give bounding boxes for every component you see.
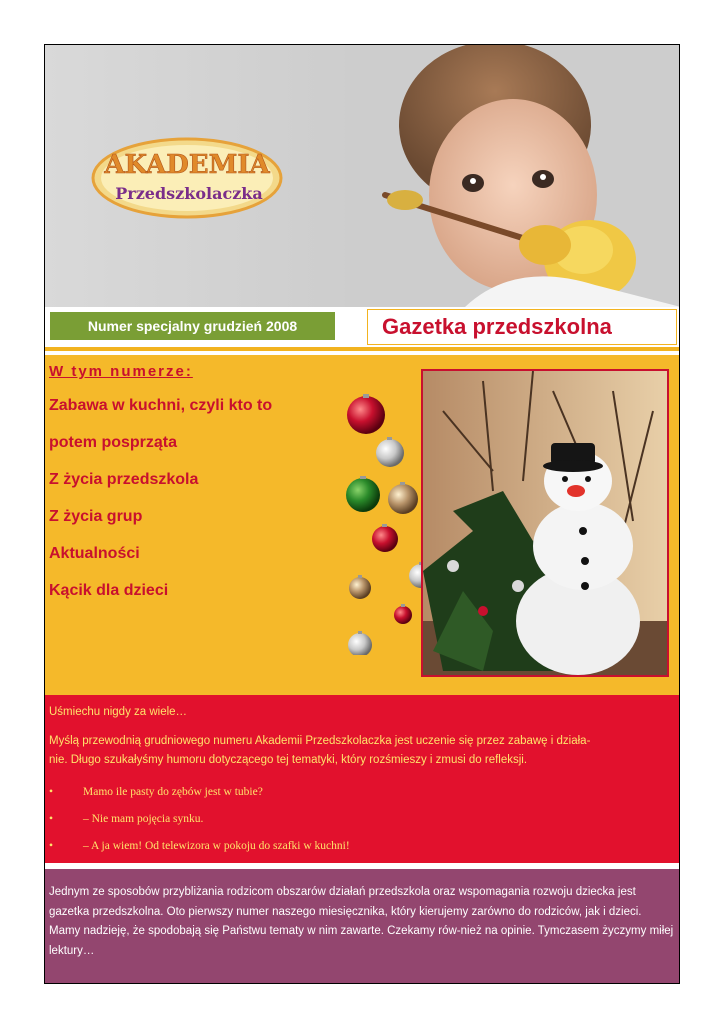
joke-list: [49, 782, 669, 863]
contents-item: Z życia grup: [49, 508, 143, 525]
joke-text: – Nie mam pojęcia synku.: [83, 813, 204, 825]
bullet-icon: •: [49, 840, 54, 852]
closing-section: [45, 869, 680, 984]
contents-heading: W tym numerze:: [49, 363, 193, 380]
contents-item: potem posprząta: [49, 434, 178, 451]
contents-item: Kącik dla dzieci: [49, 582, 169, 599]
joke-line: [49, 836, 669, 863]
newsletter-page: [44, 44, 680, 984]
bullet-icon: •: [49, 813, 54, 825]
contents-list: [49, 395, 272, 617]
contents-item: Z życia przedszkola: [49, 471, 199, 488]
intro-section: [45, 695, 680, 863]
contents-section: [45, 355, 680, 695]
christmas-baubles-decoration: [335, 375, 435, 655]
joke-line: [49, 809, 669, 836]
hero-banner: [45, 45, 680, 307]
newsletter-title: Gazetka przedszkolna: [367, 309, 677, 345]
svg-text:AKADEMIA: AKADEMIA: [104, 150, 270, 180]
joke-line: [49, 782, 669, 809]
divider: [45, 347, 680, 351]
snowman-photo: [421, 369, 669, 677]
contents-item: Aktualności: [49, 545, 140, 562]
joke-text: – A ja wiem! Od telewizora w pokoju do szafki w kuchni!: [83, 840, 350, 852]
child-painting-photo: [345, 45, 680, 307]
intro-tagline: Uśmiechu nigdy za wiele…: [49, 706, 188, 718]
special-issue-label: Numer specjalny grudzień 2008: [50, 312, 335, 340]
intro-paragraph-line: nie. Długo szukałyśmy humoru dotyczącego tej tematyki, który rozśmieszy i zmusi do refleksji.: [49, 754, 528, 766]
svg-text:Przedszkolaczka: Przedszkolaczka: [115, 184, 263, 203]
akademia-logo: [91, 137, 283, 219]
intro-paragraph-line: Myślą przewodnią grudniowego numeru Akademii Przedszkolaczka jest uczenie się przez zabawę i działa-: [49, 735, 591, 747]
bullet-icon: •: [49, 786, 54, 798]
joke-text: Mamo ile pasty do zębów jest w tubie?: [83, 786, 263, 798]
contents-item: Zabawa w kuchni, czyli kto to: [49, 397, 273, 414]
title-bar: [45, 307, 680, 351]
closing-paragraph: Jednym ze sposobów przybliżania rodzicom obszarów działań przedszkola oraz wspomagania rozwoju dziecka jest gazetka przedszkolna. Oto pierwszy numer naszego miesięcznika, który kierujemy zarówno do rodziców, jak i dzieci. Mamy nadzieję, że spodobają się Państwu tematy w nim zawarte. Czekamy rów-nież na opinie. Tymczasem życzymy miłej lektury…: [49, 886, 674, 957]
